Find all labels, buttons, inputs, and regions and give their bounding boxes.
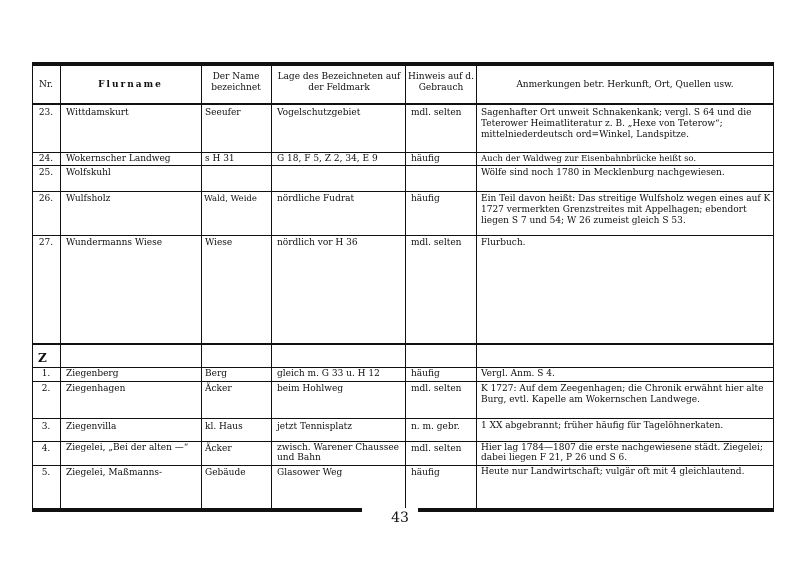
header-hinweis: Hinweis auf d. Gebrauch xyxy=(408,72,474,93)
row-separator xyxy=(32,418,774,419)
row-hinweis: häufig xyxy=(411,194,440,204)
row-anmerkung: Vergl. Anm. S 4. xyxy=(481,369,555,379)
row-anmerkung: 1 XX abgebrannt; früher häufig für Tagelöhnerkaten. xyxy=(481,421,724,431)
row-hinweis: mdl. selten xyxy=(411,238,462,248)
row-anmerkung: K 1727: Auf dem Zeegenhagen; die Chronik erwähnt hier alte Burg, evtl. Kapelle am Wokernschen Landwege. xyxy=(481,384,764,405)
row-separator xyxy=(32,191,774,192)
row-lage: G 18, F 5, Z 2, 34, E 9 xyxy=(277,154,378,164)
header-flurname: Flurname xyxy=(98,80,163,90)
row-hinweis: mdl. selten xyxy=(411,108,462,118)
row-nr: 5. xyxy=(41,468,51,478)
header-divider xyxy=(32,103,774,105)
row-flurname: Wulfsholz xyxy=(66,194,111,204)
row-nr: 24. xyxy=(38,154,54,164)
row-anmerkung: Heute nur Landwirtschaft; vulgär oft mit 4 gleichlautend. xyxy=(481,467,745,477)
row-nr: 27. xyxy=(38,238,54,248)
row-lage: Glasower Weg xyxy=(277,468,343,478)
row-nr: 1. xyxy=(41,369,51,379)
row-name: Wald, Weide xyxy=(204,194,257,204)
row-anmerkung: Sagenhafter Ort unweit Schnakenkank; vergl. S 64 und die Teterower Heimatliteratur z. B. „Hexe von Teterow“; mittelniederdeutsch ord=Winkel, Landspitze. xyxy=(481,108,752,140)
row-hinweis: häufig xyxy=(411,468,440,478)
row-name: s H 31 xyxy=(205,154,235,164)
header-name: Der Name bezeichnet xyxy=(211,72,261,93)
row-nr: 4. xyxy=(41,444,51,454)
row-hinweis: häufig xyxy=(411,369,440,379)
row-name: Berg xyxy=(205,369,228,379)
header-nr: Nr. xyxy=(38,80,54,90)
row-lage: gleich m. G 33 u. H 12 xyxy=(277,369,380,379)
row-nr: 3. xyxy=(41,422,51,432)
row-name: Äcker xyxy=(205,444,232,454)
row-flurname: Ziegenhagen xyxy=(66,384,126,394)
row-separator xyxy=(32,165,774,166)
section-letter: Z xyxy=(38,351,47,365)
row-separator xyxy=(32,367,774,368)
row-anmerkung: Wölfe sind noch 1780 in Mecklenburg nachgewiesen. xyxy=(481,168,725,178)
row-anmerkung: Flurbuch. xyxy=(481,238,526,248)
top-rule-thick xyxy=(32,62,774,66)
row-flurname: Ziegenvilla xyxy=(66,422,117,432)
row-separator xyxy=(32,235,774,236)
row-separator xyxy=(32,381,774,382)
row-nr: 26. xyxy=(38,194,54,204)
row-hinweis: n. m. gebr. xyxy=(411,422,460,432)
section-separator xyxy=(32,343,774,345)
row-separator xyxy=(32,465,774,466)
row-lage: nördliche Fudrat xyxy=(277,194,355,204)
row-lage: beim Hohlweg xyxy=(277,384,344,394)
row-lage: nördlich vor H 36 xyxy=(277,238,358,248)
row-hinweis: häufig xyxy=(411,154,440,164)
row-flurname: Wittdamskurt xyxy=(66,108,129,118)
row-separator xyxy=(32,441,774,442)
row-anmerkung: Hier lag 1784—1807 die erste nachgewiesene städt. Ziegelei; dabei liegen F 21, P 26 und S 6. xyxy=(481,443,763,463)
row-flurname: Wolfskuhl xyxy=(66,168,111,178)
row-name: Äcker xyxy=(205,384,232,394)
row-flurname: Wokernscher Landweg xyxy=(66,154,171,164)
row-lage: Vogelschutzgebiet xyxy=(277,108,361,118)
row-flurname: Ziegelei, Maßmanns- xyxy=(66,468,163,478)
row-name: Gebäude xyxy=(205,468,246,478)
row-nr: 25. xyxy=(38,168,54,178)
header-lage: Lage des Bezeichneten auf der Feldmark xyxy=(277,72,401,93)
row-name: Seeufer xyxy=(205,108,241,118)
row-nr: 2. xyxy=(41,384,51,394)
row-anmerkung: Auch der Waldweg zur Eisenbahnbrücke heißt so. xyxy=(481,154,697,164)
row-hinweis: mdl. selten xyxy=(411,384,462,394)
row-lage: zwisch. Warener Chaussee und Bahn xyxy=(277,443,399,463)
row-separator xyxy=(32,152,774,153)
row-name: kl. Haus xyxy=(205,422,243,432)
row-anmerkung: Ein Teil davon heißt: Das streitige Wulfsholz wegen eines auf K 1727 vermerkten Grenzstreites mit Appelhagen; ebendort liegen S 7 und 54; W 26 zumeist gleich S 53. xyxy=(481,194,771,226)
row-lage: jetzt Tennisplatz xyxy=(277,422,353,432)
row-nr: 23. xyxy=(38,108,54,118)
row-name: Wiese xyxy=(205,238,233,248)
page-number: 43 xyxy=(391,510,409,526)
row-flurname: Ziegelei, „Bei der alten —“ xyxy=(66,443,189,453)
row-flurname: Wundermanns Wiese xyxy=(66,238,163,248)
row-hinweis: mdl. selten xyxy=(411,444,462,454)
header-anmerkungen: Anmerkungen betr. Herkunft, Ort, Quellen usw. xyxy=(516,80,734,90)
row-flurname: Ziegenberg xyxy=(66,369,119,379)
